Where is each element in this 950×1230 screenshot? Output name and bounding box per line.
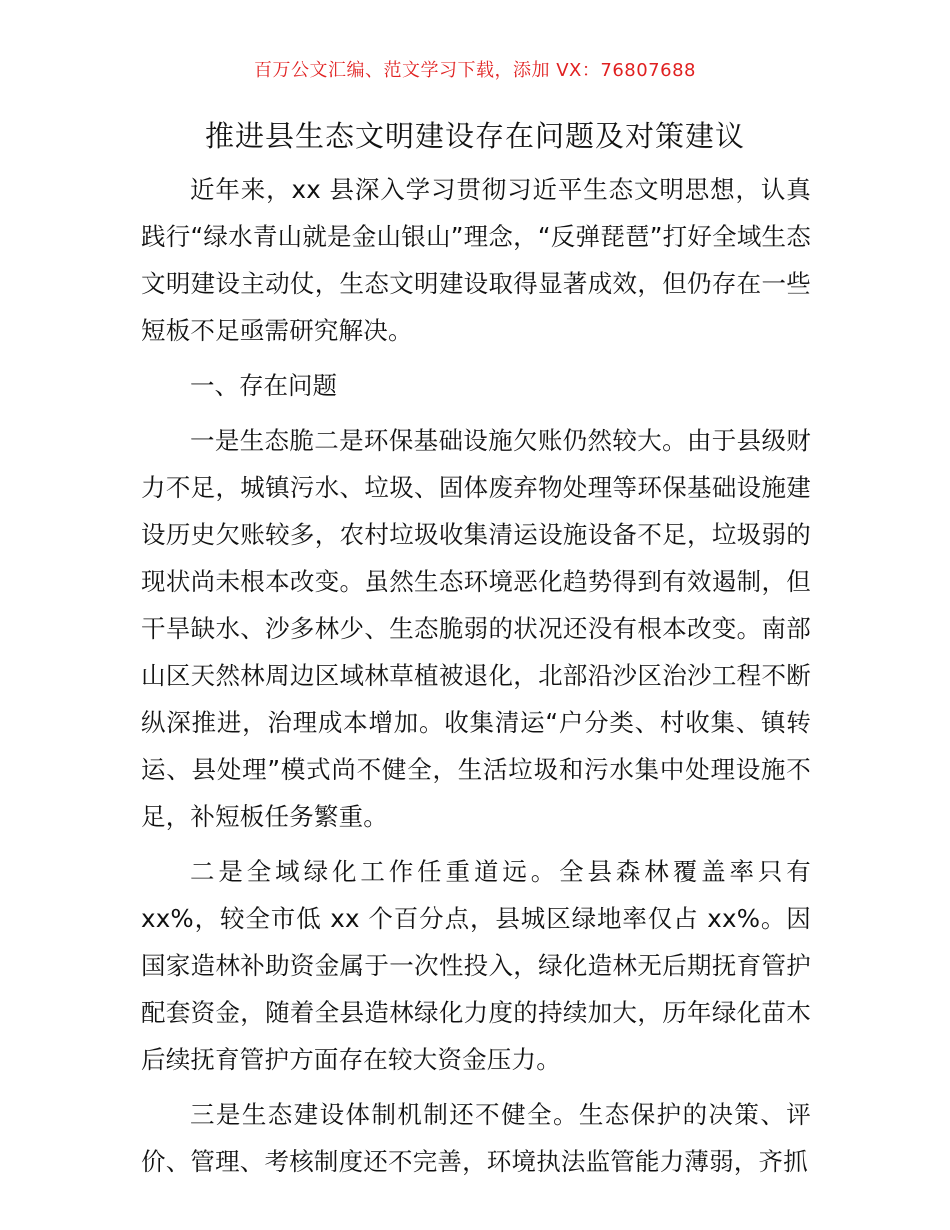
paragraph-problem-3: 三是生态建设体制机制还不健全。生态保护的决策、评价、管理、考核制度还不完善，环境执法监管能力薄弱，齐抓: [141, 1100, 811, 1176]
paragraph-problem-1: 一是生态脆二是环保基础设施欠账仍然较大。由于县级财力不足，城镇污水、垃圾、固体废弃物处理等环保基础设施建设历史欠账较多，农村垃圾收集清运设施设备不足，垃圾弱的现状尚未根本改变。虽然生态环境恶化趋势得到有效遏制，但干旱缺水、沙多林少、生态脆弱的状况还没有根本改变。南部山区天然林周边区域林草植被退化，北部沿沙区治沙工程不断纵深推进，治理成本增加。收集清运“户分类、村收集、镇转运、县处理”模式尚不健全，生活垃圾和污水集中处理设施不足，补短板任务繁重。: [141, 426, 811, 831]
intro-paragraph: 近年来，xx 县深入学习贯彻习近平生态文明思想，认真践行“绿水青山就是金山银山”理念，“反弹琵琶”打好全域生态文明建设主动仗，生态文明建设取得显著成效，但仍存在一些短板不足亟需研究解决。: [141, 175, 811, 345]
document-body: [141, 166, 811, 1193]
section-heading-problems: 一、存在问题: [190, 371, 337, 400]
watermark-banner: 百万公文汇编、范文学习下载，添加 VX：76807688: [254, 60, 696, 81]
paragraph-problem-2: 二是全域绿化工作任重道远。全县森林覆盖率只有 xx%，较全市低 xx 个百分点，县城区绿地率仅占 xx%。因国家造林补助资金属于一次性投入，绿化造林无后期抚育管护配套资金，随着全县造林绿化力度的持续加大，历年绿化苗木后续抚育管护方面存在较大资金压力。: [141, 857, 811, 1074]
document-title: 推进县生态文明建设存在问题及对策建议: [204, 119, 745, 153]
